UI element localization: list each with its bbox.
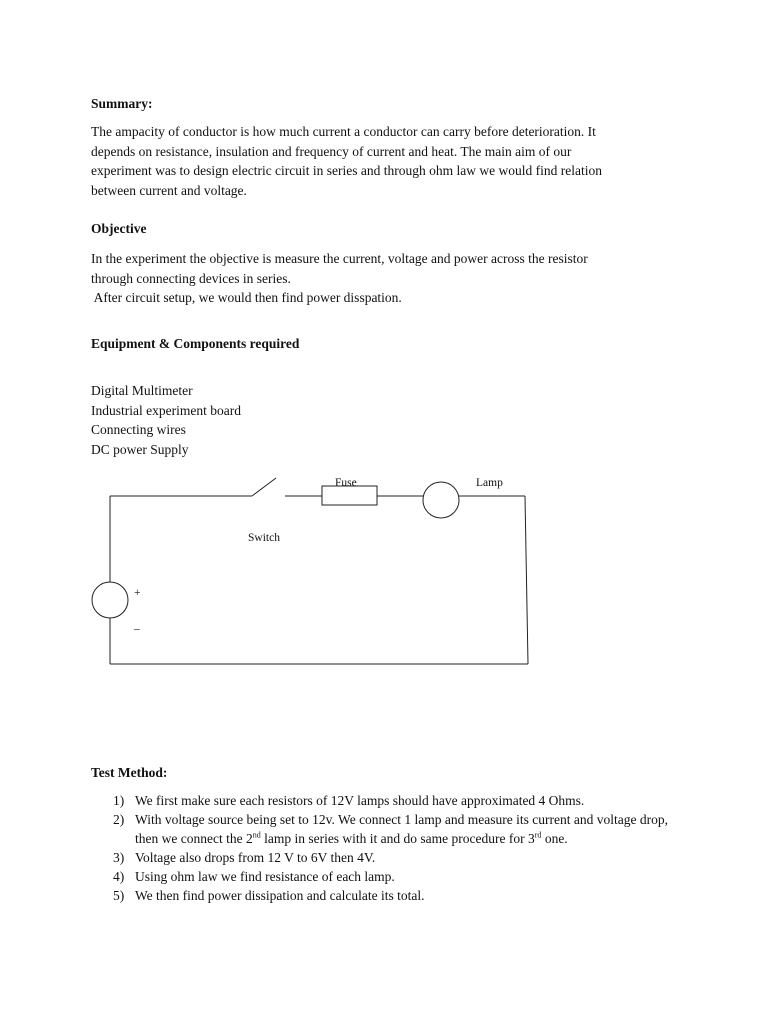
list-item: [91, 810, 691, 848]
lamp-symbol: [423, 482, 459, 518]
list-item-number: 2): [113, 812, 125, 827]
list-item-text: We then find power dissipation and calculate its total.: [135, 888, 425, 903]
equipment-list: [91, 381, 241, 459]
equipment-item: Industrial experiment board: [91, 402, 241, 418]
list-item-text: lamp in series with it and do same procedure for 3: [260, 831, 535, 846]
voltage-source-symbol: [92, 582, 128, 618]
equipment-heading: Equipment & Components required: [91, 336, 300, 351]
list-item-number: 3): [113, 850, 125, 865]
list-item-text: We first make sure each resistors of 12V lamps should have approximated 4 Ohms.: [135, 793, 585, 808]
list-item-number: 1): [113, 793, 125, 808]
list-item-text: Using ohm law we find resistance of each lamp.: [135, 869, 395, 884]
list-item-number: 5): [113, 888, 125, 903]
switch-label: Switch: [248, 532, 280, 544]
summary-line: experiment was to design electric circuit in series and through ohm law we would find relation: [91, 163, 602, 178]
list-item-text: Voltage also drops from 12 V to 6V then 4V.: [135, 850, 376, 865]
summary-line: The ampacity of conductor is how much current a conductor can carry before deterioration. It: [91, 124, 596, 139]
summary-line: between current and voltage.: [91, 182, 247, 198]
objective-paragraph: [91, 249, 691, 308]
lamp-label: Lamp: [476, 477, 503, 489]
list-item: [91, 791, 691, 810]
equipment-item: Connecting wires: [91, 422, 186, 437]
summary-heading: Summary:: [91, 96, 153, 111]
objective-line: through connecting devices in series.: [91, 270, 291, 286]
switch-blade: [252, 478, 276, 496]
superscript: nd: [252, 830, 261, 840]
objective-heading: Objective: [91, 221, 147, 236]
test-method-list: [91, 791, 691, 905]
test-method-heading: Test Method:: [91, 765, 168, 780]
plus-label: +: [134, 587, 141, 599]
wire-right: [525, 496, 528, 664]
list-item-number: 4): [113, 869, 125, 884]
list-item: [91, 867, 691, 886]
objective-line: After circuit setup, we would then find power disspation.: [91, 290, 402, 305]
summary-line: depends on resistance, insulation and frequency of current and heat. The main aim of our: [91, 143, 572, 159]
summary-paragraph: [91, 122, 691, 200]
list-item: [91, 848, 691, 867]
circuit-diagram: [80, 466, 550, 676]
equipment-item: DC power Supply: [91, 441, 189, 457]
list-item: [91, 886, 691, 905]
equipment-item: Digital Multimeter: [91, 383, 193, 398]
list-item-text: one.: [541, 831, 568, 846]
fuse-label: Fuse: [335, 477, 357, 489]
list-item-text: With voltage source being set to 12v. We connect 1 lamp and measure its current and voltage drop, then we connect the 2: [135, 812, 668, 846]
objective-line: In the experiment the objective is measure the current, voltage and power across the resistor: [91, 251, 588, 266]
superscript: rd: [534, 830, 542, 840]
minus-label: _: [134, 619, 140, 631]
